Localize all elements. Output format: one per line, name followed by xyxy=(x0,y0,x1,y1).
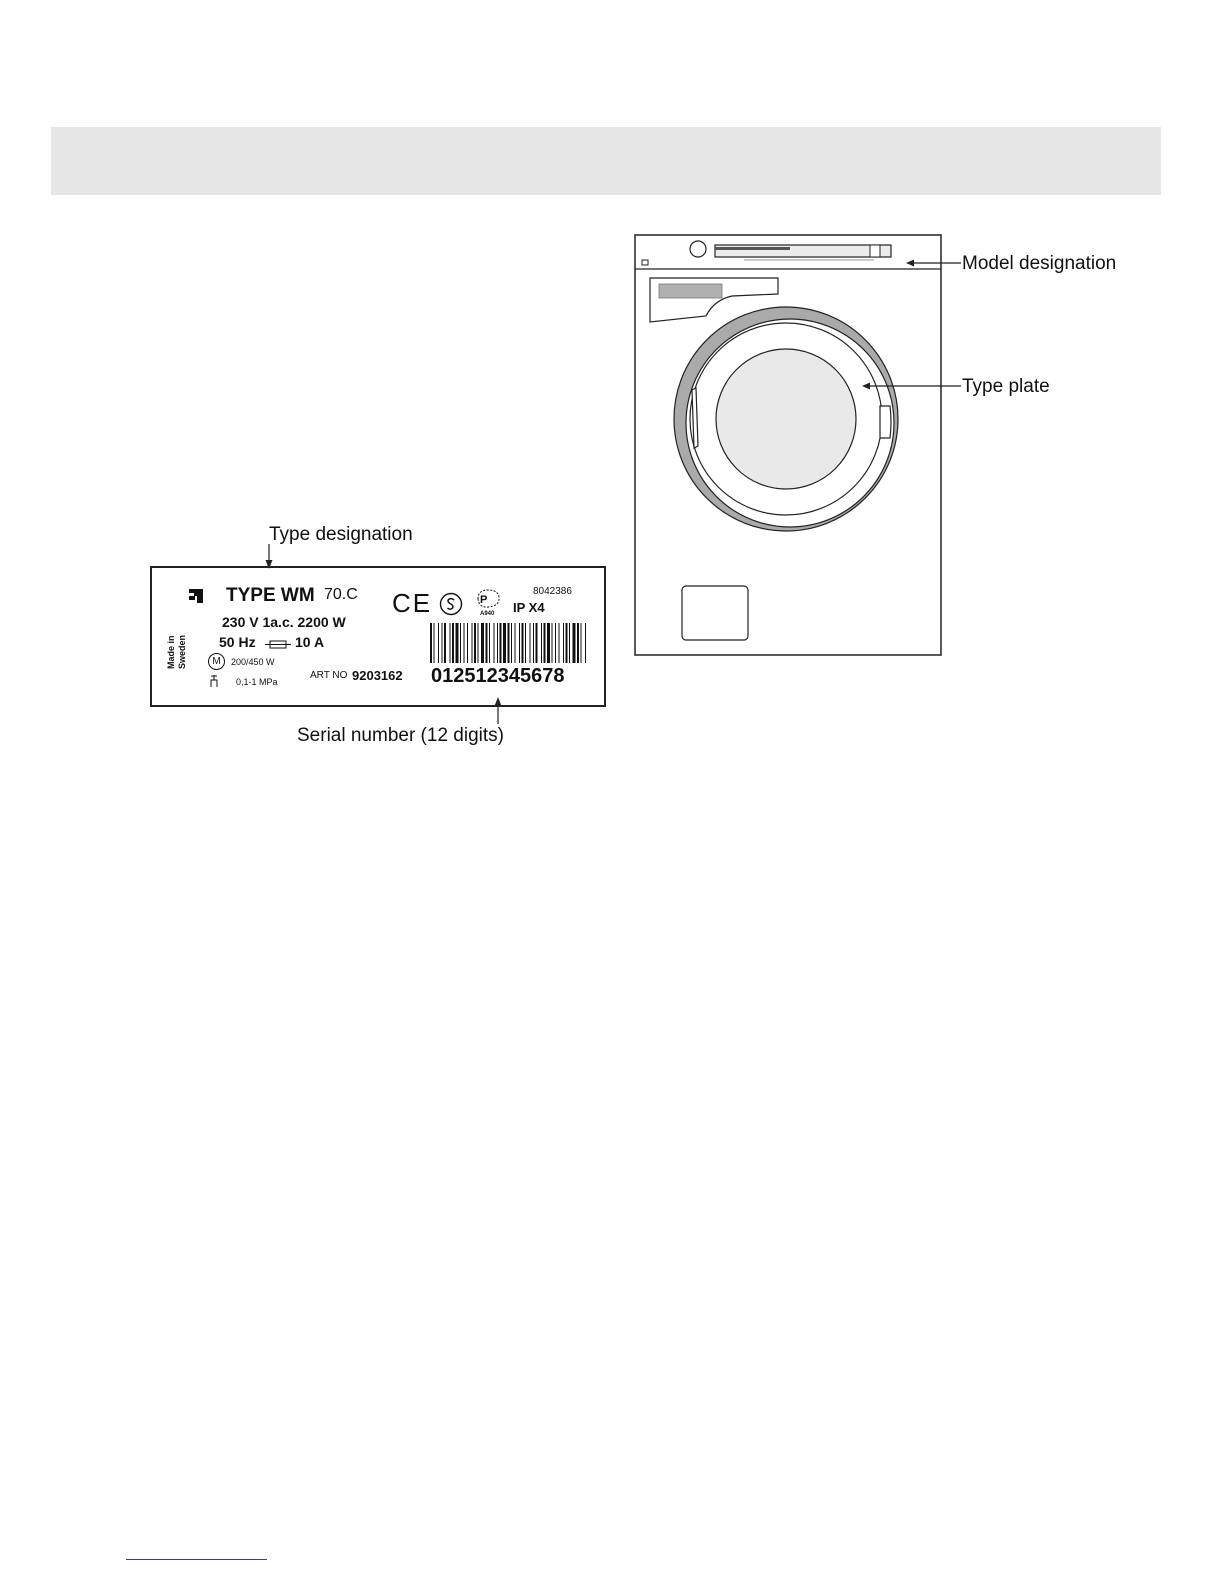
barcode-bar xyxy=(500,623,502,663)
model-designation-leader-arrow xyxy=(900,256,962,270)
s-mark-icon xyxy=(439,592,463,616)
barcode-bar xyxy=(536,623,538,663)
art-no-value: 9203162 xyxy=(352,668,403,683)
barcode-bar xyxy=(573,623,576,663)
barcode-bar xyxy=(530,623,531,663)
barcode-bar xyxy=(452,623,454,663)
barcode-bar xyxy=(563,623,564,663)
type-plate-label: Type plate xyxy=(962,376,1050,397)
doc-number: 8042386 xyxy=(533,586,572,597)
barcode-bar xyxy=(489,623,490,663)
barcode-bar xyxy=(450,623,451,663)
barcode-bar xyxy=(497,623,498,663)
type-plate xyxy=(150,566,606,707)
svg-text:P: P xyxy=(480,594,488,606)
fuse-icon xyxy=(265,640,291,649)
type-model: 70.C xyxy=(324,586,358,603)
barcode-bar xyxy=(566,623,568,663)
barcode-bar xyxy=(464,623,465,663)
barcode-bar xyxy=(456,623,459,663)
art-no-label: ART NO xyxy=(310,670,348,681)
barcode-bar xyxy=(585,623,586,663)
barcode-bar xyxy=(547,623,550,663)
barcode-bar xyxy=(552,623,553,663)
barcode-bar xyxy=(525,623,526,663)
ip-rating: IP X4 xyxy=(513,600,545,615)
barcode-bar xyxy=(508,623,510,663)
voltage-line: 230 V 1a.c. 2200 W xyxy=(222,614,346,630)
country-text: Sweden xyxy=(177,634,187,669)
footer-link-underline xyxy=(126,1559,267,1560)
barcode-bar xyxy=(474,623,476,663)
type-plate-leader-arrow xyxy=(858,379,962,393)
serial-number-label: Serial number (12 digits) xyxy=(297,725,504,746)
barcode-bar xyxy=(544,623,546,663)
barcode xyxy=(430,623,586,663)
barcode-bar xyxy=(555,623,556,663)
motor-power: 200/450 W xyxy=(231,657,275,667)
barcode-bar xyxy=(541,623,542,663)
barcode-bar xyxy=(569,623,570,663)
fuse-rating: 10 A xyxy=(295,634,325,650)
barcode-bar xyxy=(581,623,582,663)
approval-mark-icon xyxy=(476,588,502,610)
water-tap-icon xyxy=(208,674,220,688)
barcode-bar xyxy=(559,623,560,663)
type-prefix: TYPE WM xyxy=(226,585,315,606)
section-header-band xyxy=(51,127,1161,195)
barcode-bar xyxy=(577,623,579,663)
barcode-bar xyxy=(511,623,512,663)
barcode-bar xyxy=(467,623,468,663)
motor-symbol-icon: M xyxy=(208,653,225,670)
approval-code: A940 xyxy=(480,611,495,617)
type-designation-label: Type designation xyxy=(269,524,413,545)
washing-machine-illustration xyxy=(634,234,942,657)
barcode-bar xyxy=(478,623,479,663)
barcode-bar xyxy=(519,623,520,663)
barcode-bar xyxy=(515,623,516,663)
serial-number-value: 012512345678 xyxy=(431,665,565,687)
barcode-bar xyxy=(486,623,488,663)
barcode-bar xyxy=(481,623,484,663)
barcode-bar xyxy=(434,623,435,663)
barcode-bar xyxy=(460,623,461,663)
barcode-bar xyxy=(438,623,439,663)
water-pressure: 0,1-1 MPa xyxy=(236,677,278,687)
barcode-bar xyxy=(444,623,446,663)
ce-mark-icon: CE xyxy=(392,588,433,618)
barcode-bar xyxy=(472,623,473,663)
model-designation-label: Model designation xyxy=(962,253,1117,274)
barcode-bar xyxy=(494,623,495,663)
frequency: 50 Hz xyxy=(219,634,256,650)
barcode-bar xyxy=(533,623,534,663)
barcode-bar xyxy=(503,623,506,663)
brand-logo-icon xyxy=(188,588,204,604)
made-in-text: Made in xyxy=(166,635,176,669)
barcode-bar xyxy=(442,623,443,663)
barcode-bar xyxy=(522,623,524,663)
barcode-bar xyxy=(430,623,432,663)
